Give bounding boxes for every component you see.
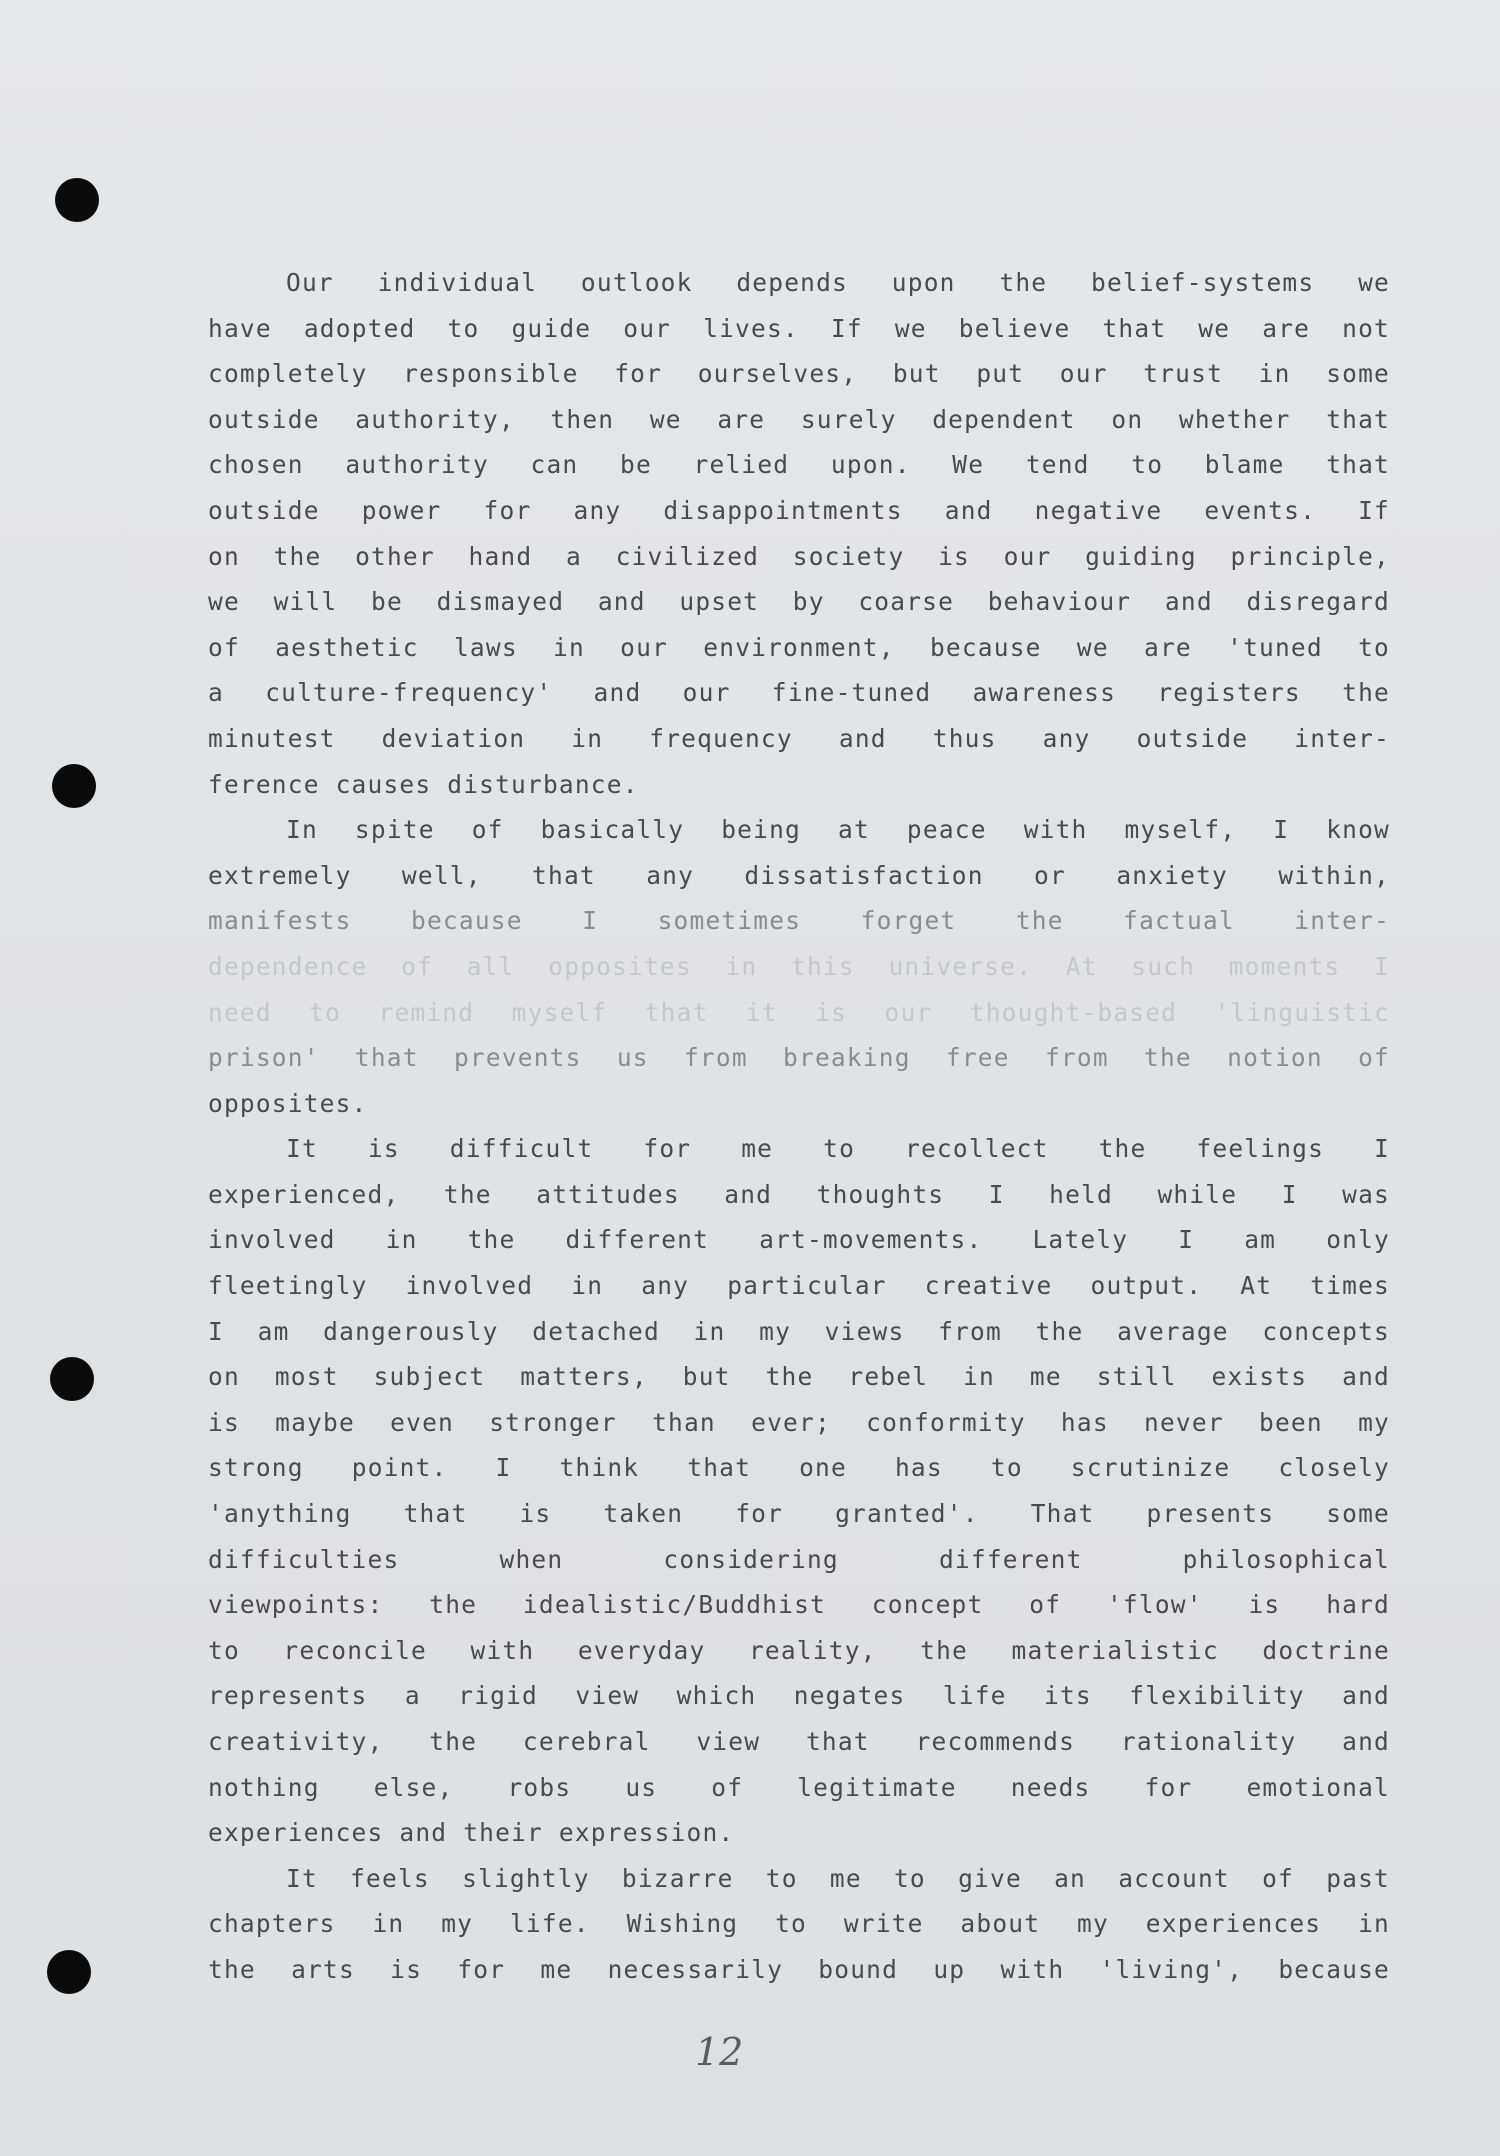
text-line: the arts is for me necessarily bound up with 'living', because (208, 1954, 1390, 1984)
text-line: In spite of basically being at peace with myself, I know (286, 815, 1390, 845)
text-line: manifests because I sometimes forget the factual inter- (208, 906, 1390, 936)
text-line: a culture-frequency' and our fine-tuned awareness registers the (208, 678, 1390, 708)
page-number: 12 (695, 2030, 744, 2074)
text-line: chapters in my life. Wishing to write about my experiences in (208, 1909, 1390, 1939)
text-line: fleetingly involved in any particular creative output. At times (208, 1271, 1390, 1301)
text-line: dependence of all opposites in this universe. At such moments I (208, 951, 1390, 981)
text-line: Our individual outlook depends upon the belief-systems we (286, 268, 1390, 297)
text-line: It feels slightly bizarre to me to give an account of past (286, 1863, 1390, 1893)
punch-hole-4 (47, 1950, 91, 1994)
text-line: nothing else, robs us of legitimate needs for emotional (208, 1772, 1390, 1802)
text-line: completely responsible for ourselves, but put our trust in some (208, 359, 1390, 389)
text-line: outside authority, then we are surely dependent on whether that (208, 404, 1390, 434)
text-line: on most subject matters, but the rebel in me still exists and (208, 1362, 1390, 1392)
punch-hole-3 (50, 1357, 94, 1401)
text-line: viewpoints: the idealistic/Buddhist concept of 'flow' is hard (208, 1590, 1390, 1620)
text-line: need to remind myself that it is our thought-based 'linguistic (208, 997, 1390, 1027)
text-line: difficulties when considering different philosophical (208, 1544, 1390, 1574)
text-line: represents a rigid view which negates life its flexibility and (208, 1681, 1390, 1711)
text-line: strong point. I think that one has to scrutinize closely (208, 1453, 1390, 1483)
text-line: extremely well, that any dissatisfaction or anxiety within, (208, 860, 1390, 890)
text-line: chosen authority can be relied upon. We tend to blame that (208, 450, 1390, 480)
text-line: of aesthetic laws in our environment, because we are 'tuned to (208, 632, 1390, 662)
body-text (208, 260, 1390, 1993)
text-line: have adopted to guide our lives. If we believe that we are not (208, 313, 1390, 343)
text-line: to reconcile with everyday reality, the materialistic doctrine (208, 1635, 1390, 1665)
text-line: is maybe even stronger than ever; conformity has never been my (208, 1407, 1390, 1437)
text-line: involved in the different art-movements. Lately I am only (208, 1225, 1390, 1255)
text-line: I am dangerously detached in my views from the average concepts (208, 1316, 1390, 1346)
punch-hole-2 (52, 764, 96, 808)
text-line: we will be dismayed and upset by coarse behaviour and disregard (208, 587, 1390, 617)
text-line: creativity, the cerebral view that recommends rationality and (208, 1727, 1390, 1756)
text-line: experiences and their expression. (208, 1818, 735, 1848)
text-line: opposites. (208, 1088, 368, 1118)
text-line: 'anything that is taken for granted'. That presents some (208, 1499, 1390, 1529)
text-line: minutest deviation in frequency and thus any outside inter- (208, 723, 1390, 753)
text-line: prison' that prevents us from breaking free from the notion of (208, 1043, 1390, 1073)
text-line: on the other hand a civilized society is our guiding principle, (208, 541, 1390, 571)
text-line: ference causes disturbance. (208, 769, 639, 799)
text-line: It is difficult for me to recollect the feelings I (286, 1134, 1390, 1164)
punch-hole-1 (55, 178, 99, 222)
text-line: experienced, the attitudes and thoughts I held while I was (208, 1179, 1390, 1209)
text-line: outside power for any disappointments and negative events. If (208, 495, 1390, 525)
